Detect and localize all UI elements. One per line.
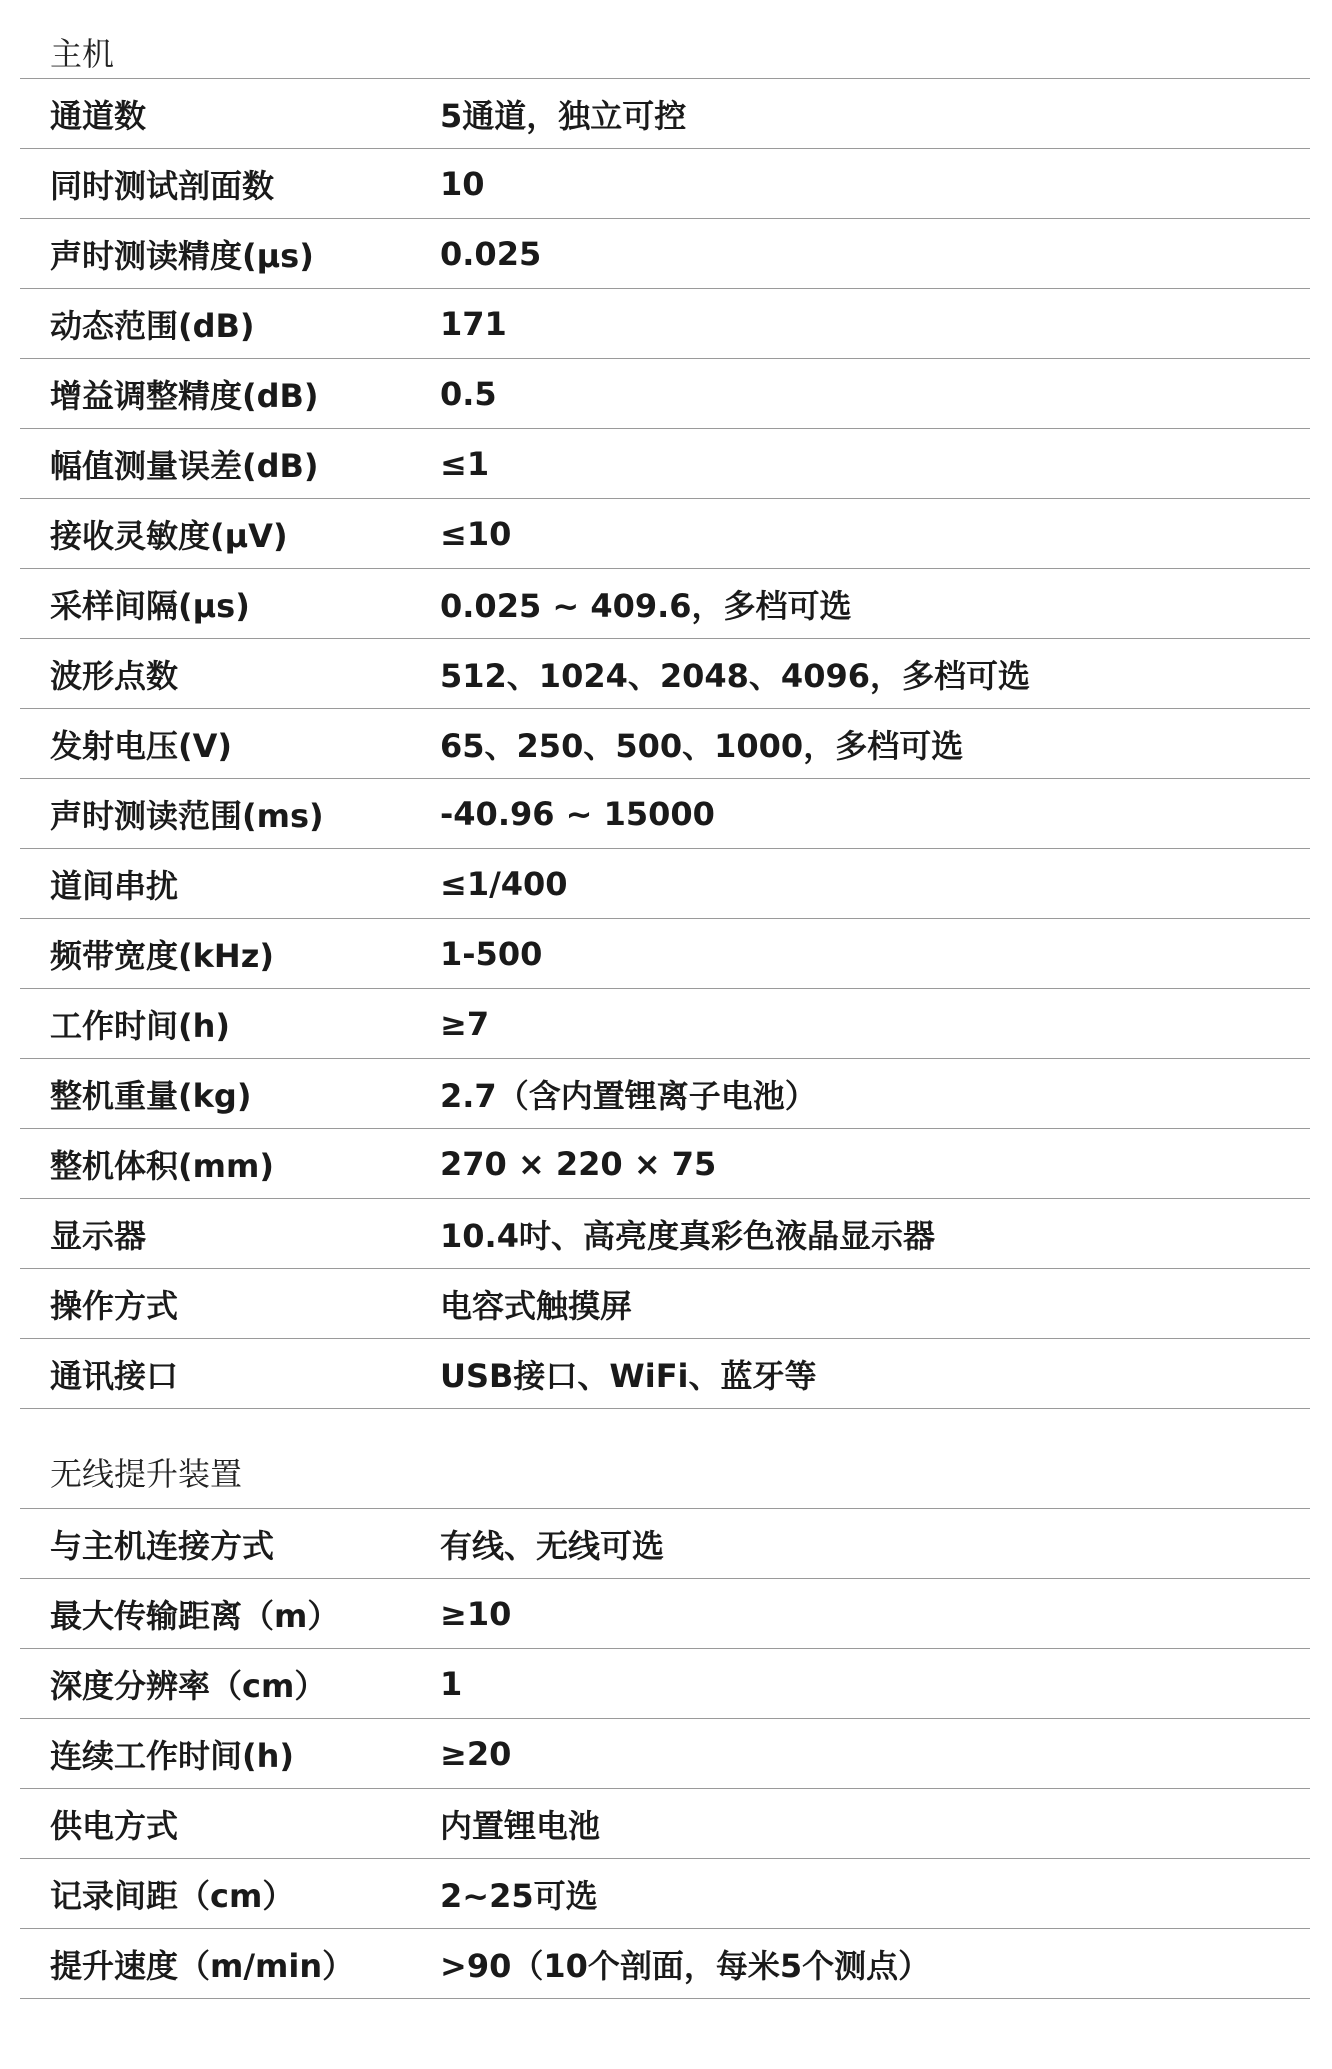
spec-row xyxy=(20,1339,1310,1409)
spec-value: ≥7 xyxy=(440,1004,490,1043)
spec-value: 0.025 xyxy=(440,234,542,273)
spec-row xyxy=(20,1509,1310,1579)
spec-label: 通讯接口 xyxy=(50,1356,179,1395)
spec-row xyxy=(20,1579,1310,1649)
spec-label: 提升速度（m/min） xyxy=(50,1946,355,1985)
spec-value: >90（10个剖面，每米5个测点） xyxy=(440,1946,931,1985)
spec-value: 10 xyxy=(440,164,485,203)
spec-value: 0.5 xyxy=(440,374,497,413)
spec-row xyxy=(20,1649,1310,1719)
spec-row xyxy=(20,569,1310,639)
spec-row xyxy=(20,919,1310,989)
spec-row xyxy=(20,499,1310,569)
spec-label: 发射电压(V) xyxy=(50,726,233,765)
spec-label: 通道数 xyxy=(50,96,147,135)
spec-label: 整机体积(mm) xyxy=(50,1146,274,1185)
spec-row xyxy=(20,429,1310,499)
spec-value: ≥10 xyxy=(440,1594,512,1633)
spec-value: ≤10 xyxy=(440,514,512,553)
spec-label: 工作时间(h) xyxy=(50,1006,231,1045)
spec-row xyxy=(20,1719,1310,1789)
spec-label: 声时测读范围(ms) xyxy=(50,796,324,835)
spec-table-wireless-lift xyxy=(20,1509,1310,1999)
spec-row xyxy=(20,359,1310,429)
spec-label: 深度分辨率（cm） xyxy=(50,1666,327,1705)
spec-label: 声时测读精度(μs) xyxy=(50,236,314,275)
spec-value: 5通道，独立可控 xyxy=(440,96,687,135)
spec-value: USB接口、WiFi、蓝牙等 xyxy=(440,1356,817,1395)
spec-row xyxy=(20,219,1310,289)
spec-value: 171 xyxy=(440,304,507,343)
spec-label: 采样间隔(μs) xyxy=(50,586,250,625)
spec-label: 同时测试剖面数 xyxy=(50,166,275,205)
spec-row xyxy=(20,289,1310,359)
spec-row xyxy=(20,149,1310,219)
spec-row xyxy=(20,1269,1310,1339)
spec-value: ≤1 xyxy=(440,444,490,483)
spec-row xyxy=(20,1929,1310,1999)
spec-value: 512、1024、2048、4096，多档可选 xyxy=(440,656,1030,695)
spec-label: 增益调整精度(dB) xyxy=(50,376,319,415)
spec-label: 接收灵敏度(μV) xyxy=(50,516,288,555)
spec-value: 1 xyxy=(440,1664,463,1703)
spec-label: 与主机连接方式 xyxy=(50,1526,275,1565)
spec-label: 整机重量(kg) xyxy=(50,1076,252,1115)
spec-value: 1-500 xyxy=(440,934,543,973)
spec-label: 动态范围(dB) xyxy=(50,306,255,345)
spec-value: 内置锂电池 xyxy=(440,1806,601,1845)
spec-value: 65、250、500、1000，多档可选 xyxy=(440,726,964,765)
section-title: 主机 xyxy=(20,20,1310,79)
spec-value: 有线、无线可选 xyxy=(440,1526,665,1565)
spec-table-host xyxy=(20,79,1310,1409)
spec-row xyxy=(20,79,1310,149)
spec-row xyxy=(20,639,1310,709)
section-divider xyxy=(20,1409,1310,1439)
section-wireless-lift xyxy=(20,1439,1310,1999)
spec-value: 2~25可选 xyxy=(440,1876,598,1915)
spec-row xyxy=(20,989,1310,1059)
spec-value: 2.7（含内置锂离子电池） xyxy=(440,1076,817,1115)
spec-label: 记录间距（cm） xyxy=(50,1876,295,1915)
spec-row xyxy=(20,1059,1310,1129)
spec-row xyxy=(20,1789,1310,1859)
section-host xyxy=(20,20,1310,1409)
spec-value: 270 × 220 × 75 xyxy=(440,1144,717,1183)
spec-label: 频带宽度(kHz) xyxy=(50,936,274,975)
spec-row xyxy=(20,709,1310,779)
spec-value: ≥20 xyxy=(440,1734,512,1773)
spec-row xyxy=(20,849,1310,919)
spec-value: -40.96 ~ 15000 xyxy=(440,794,715,833)
spec-label: 最大传输距离（m） xyxy=(50,1596,340,1635)
spec-row xyxy=(20,1199,1310,1269)
spec-row xyxy=(20,1859,1310,1929)
spec-row xyxy=(20,1129,1310,1199)
spec-label: 幅值测量误差(dB) xyxy=(50,446,319,485)
spec-document xyxy=(20,20,1310,1999)
section-title: 无线提升装置 xyxy=(20,1439,1310,1509)
spec-label: 显示器 xyxy=(50,1216,147,1255)
spec-value: 0.025 ~ 409.6，多档可选 xyxy=(440,586,852,625)
spec-row xyxy=(20,779,1310,849)
spec-label: 操作方式 xyxy=(50,1286,179,1325)
spec-label: 波形点数 xyxy=(50,656,179,695)
spec-value: 10.4吋、高亮度真彩色液晶显示器 xyxy=(440,1216,935,1255)
spec-label: 供电方式 xyxy=(50,1806,179,1845)
spec-label: 连续工作时间(h) xyxy=(50,1736,295,1775)
spec-value: 电容式触摸屏 xyxy=(440,1286,633,1325)
spec-label: 道间串扰 xyxy=(50,866,179,905)
spec-value: ≤1/400 xyxy=(440,864,568,903)
